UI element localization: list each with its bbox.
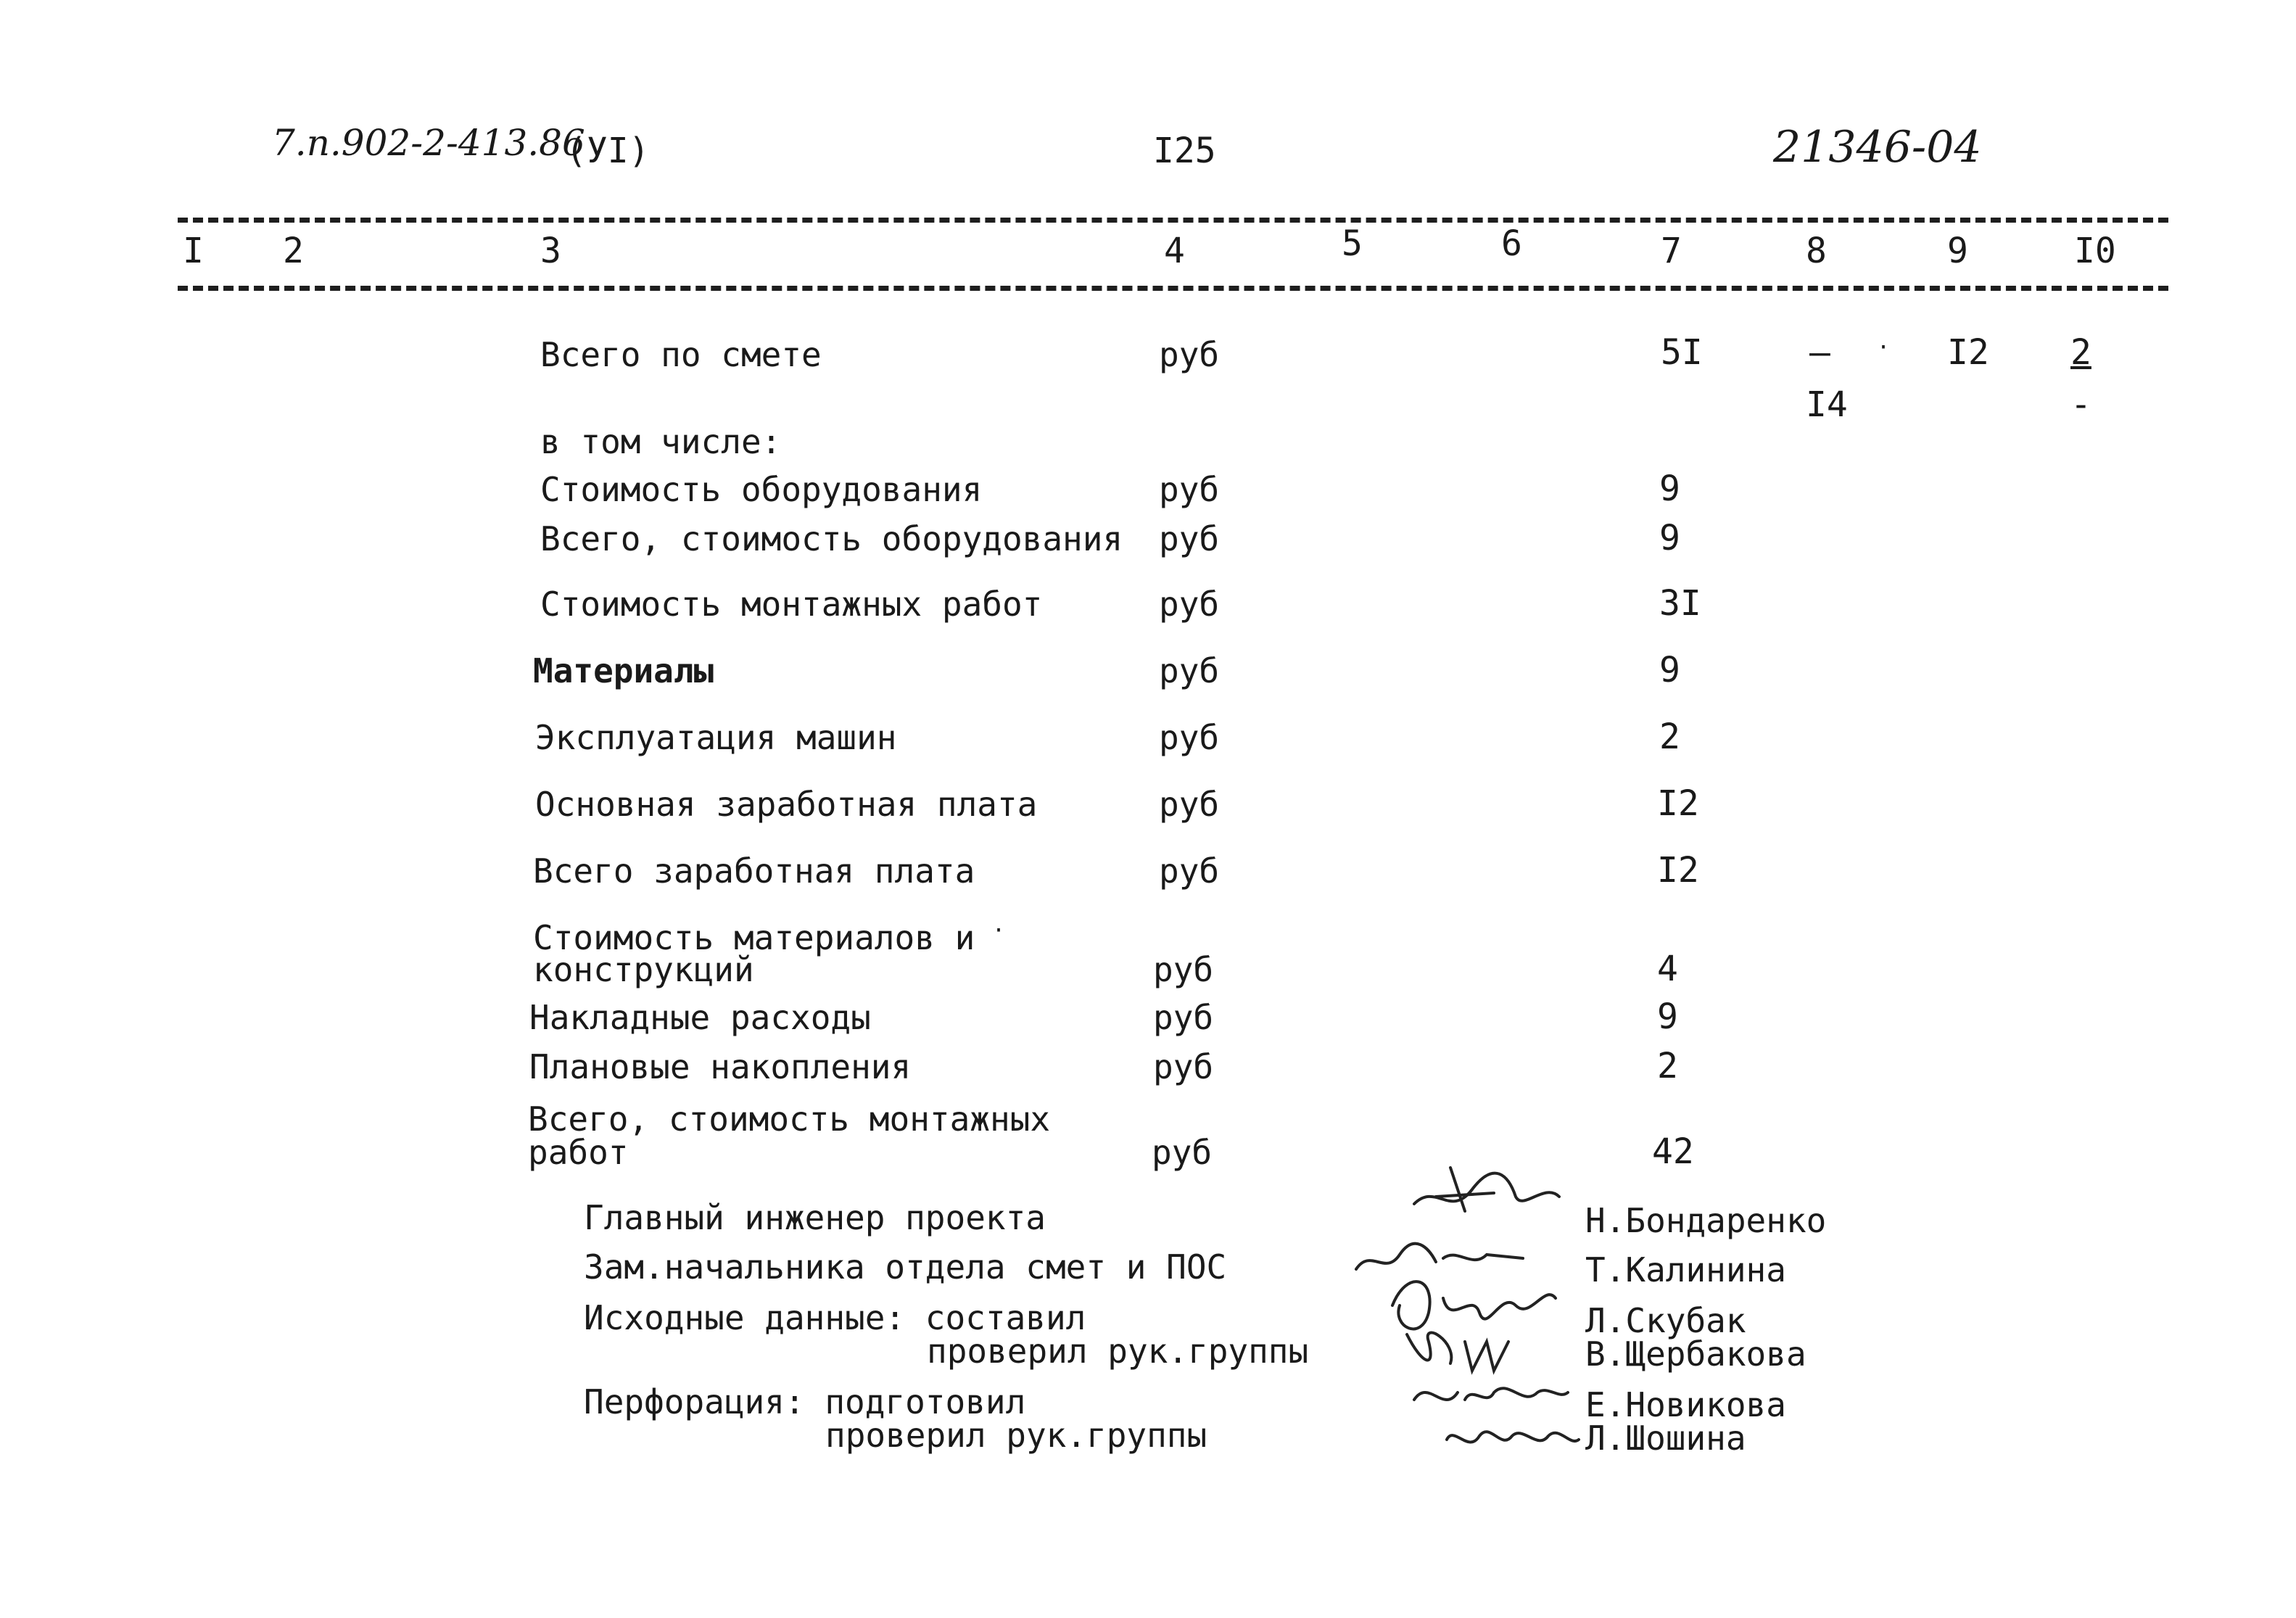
- dot-mark: ·: [1877, 335, 1891, 360]
- signature-bondarenko: [1407, 1153, 1566, 1233]
- row-unit: руб: [1153, 950, 1214, 989]
- column-number: 2: [283, 231, 304, 271]
- row-value: 3I: [1659, 583, 1701, 624]
- row-unit: руб: [1153, 1047, 1214, 1086]
- row-value: 9: [1659, 650, 1680, 690]
- row-label: Всего заработная плата: [533, 851, 975, 891]
- source-data-role: Исходные данные: составил: [584, 1298, 1086, 1337]
- header-rule-top: [178, 218, 2168, 223]
- document-code-suffix: (УI): [566, 131, 650, 171]
- row-value: 9: [1659, 518, 1680, 558]
- row-unit: руб: [1159, 651, 1220, 690]
- row-unit: руб: [1159, 470, 1220, 509]
- row-label: Стоимость оборудования: [540, 470, 983, 509]
- row-value: 9: [1659, 469, 1680, 509]
- column-number: 9: [1947, 231, 1968, 271]
- total-col8-bottom: I4: [1806, 384, 1848, 425]
- chief-engineer-name: Н.Бондаренко: [1585, 1201, 1827, 1240]
- row-unit: руб: [1159, 851, 1220, 891]
- deputy-role: Зам.начальника отдела смет и ПОС: [584, 1247, 1227, 1287]
- column-number: 7: [1661, 231, 1682, 271]
- row-label-line1: Стоимость материалов и: [533, 918, 975, 957]
- total-unit: руб: [1159, 335, 1220, 374]
- column-number: 3: [540, 231, 561, 271]
- total-col8-top: –: [1809, 332, 1830, 373]
- source-checked-role: проверил рук.группы: [927, 1332, 1309, 1371]
- row-value: 42: [1652, 1131, 1694, 1172]
- row-label: Всего, стоимость оборудования: [540, 519, 1123, 558]
- total-col7: 5I: [1661, 332, 1703, 373]
- chief-engineer-role: Главный инженер проекта: [584, 1198, 1046, 1237]
- row-label: Плановые накопления: [529, 1047, 912, 1086]
- column-number: 5: [1342, 223, 1363, 264]
- column-number: I: [183, 231, 204, 271]
- row-unit: руб: [1153, 998, 1214, 1037]
- row-unit: руб: [1159, 585, 1220, 624]
- signature-shoshina: [1440, 1411, 1585, 1461]
- column-number: 8: [1806, 231, 1827, 271]
- row-label-line2: работ: [528, 1133, 629, 1172]
- column-number: I0: [2074, 231, 2116, 271]
- row-label: Стоимость монтажных работ: [540, 585, 1043, 624]
- perforation-name: Е.Новикова: [1585, 1385, 1786, 1424]
- row-label: Основная заработная плата: [535, 785, 1038, 824]
- column-number: 6: [1501, 223, 1522, 264]
- perforation-role: Перфорация: подготовил: [584, 1382, 1026, 1421]
- row-value: 9: [1657, 996, 1678, 1037]
- total-label: Всего по смете: [540, 335, 822, 374]
- total-col10-top: 2: [2070, 332, 2091, 373]
- document-code: 7.п.902-2-413.86: [272, 122, 585, 164]
- total-col10-bottom: -: [2070, 384, 2091, 425]
- column-number: 4: [1164, 231, 1185, 271]
- row-label-line2: конструкций: [533, 950, 754, 989]
- page-number: I25: [1153, 131, 1216, 171]
- total-col9: I2: [1947, 332, 1989, 373]
- row-unit: руб: [1159, 785, 1220, 824]
- perforation-checked-name: Л.Шошина: [1585, 1419, 1746, 1458]
- album-code: 21346-04: [1773, 122, 1982, 173]
- deputy-name: Т.Калинина: [1585, 1250, 1786, 1289]
- row-label: Накладные расходы: [529, 998, 871, 1037]
- row-unit: руб: [1159, 718, 1220, 757]
- row-unit: руб: [1152, 1133, 1213, 1172]
- row-value: I2: [1657, 850, 1699, 891]
- row-value: 4: [1657, 949, 1678, 989]
- row-value: I2: [1657, 783, 1699, 824]
- source-data-name: Л.Скубак: [1585, 1301, 1746, 1340]
- row-unit: руб: [1159, 519, 1220, 558]
- header-rule-bottom: [178, 286, 2168, 291]
- row-value: 2: [1657, 1046, 1678, 1086]
- row-label-line1: Всего, стоимость монтажных: [528, 1099, 1051, 1139]
- row-label: Эксплуатация машин: [535, 718, 897, 757]
- source-checked-name: В.Щербакова: [1585, 1334, 1806, 1374]
- subheading: в том числе:: [540, 422, 782, 461]
- perforation-checked-role: проверил рук.группы: [825, 1416, 1207, 1455]
- row-value: 2: [1659, 717, 1680, 757]
- dot-mark: ·: [992, 918, 1006, 944]
- row-label: Материалы: [533, 651, 714, 690]
